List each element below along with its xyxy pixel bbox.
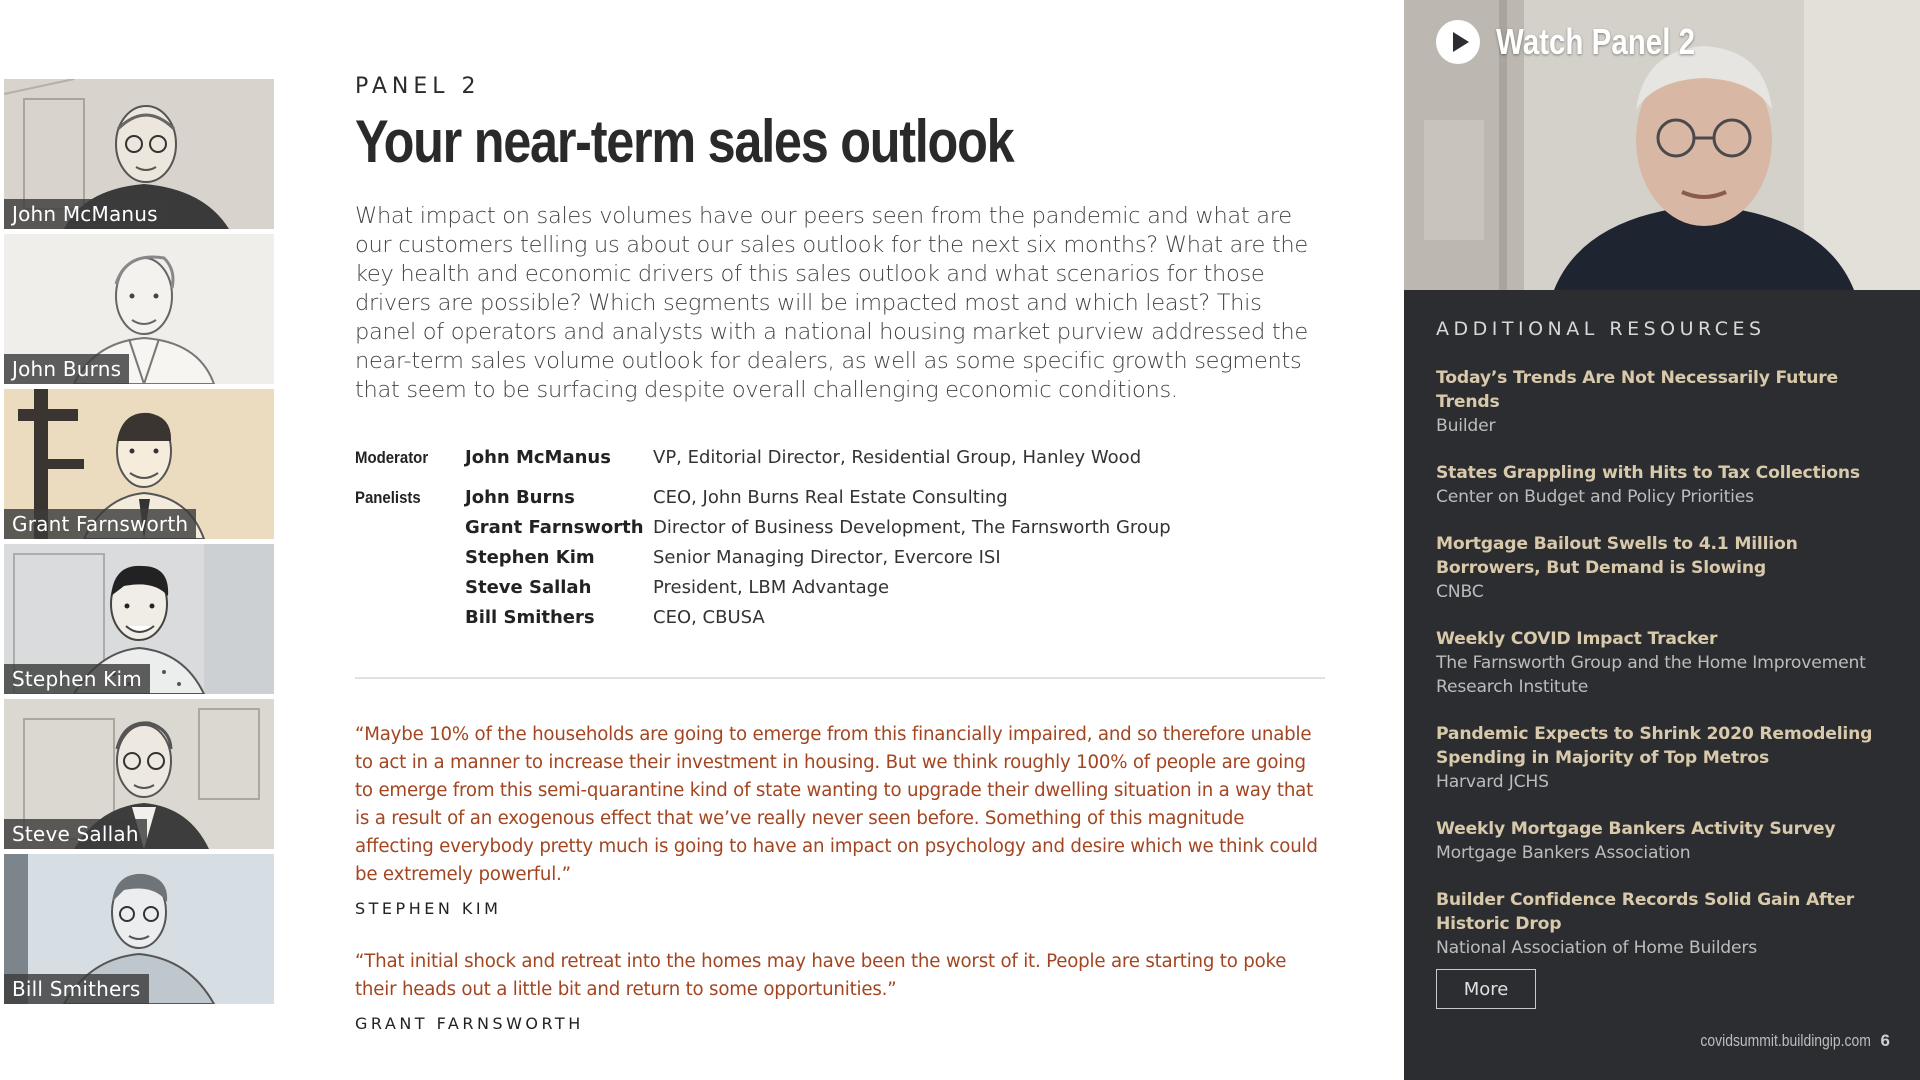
resource-source: CNBC [1436, 582, 1484, 602]
video-thumbnail[interactable] [1404, 0, 1920, 290]
speaker-column [4, 79, 274, 1009]
panel-kicker: PANEL 2 [355, 74, 481, 99]
resource-source: Harvard JCHS [1436, 772, 1549, 792]
panelists-label: Panelists [355, 488, 421, 507]
watch-panel-label[interactable]: Watch Panel 2 [1496, 21, 1696, 62]
participant-name: John McManus [465, 447, 611, 468]
watch-panel-link[interactable] [1436, 20, 1739, 64]
footer-url[interactable]: covidsummit.buildingip.com [1700, 1031, 1871, 1050]
resource-title-link[interactable]: Builder Confidence Records Solid Gain After Historic Drop [1436, 890, 1855, 934]
resource-title-link[interactable]: Mortgage Bailout Swells to 4.1 Million Borrowers, But Demand is Slowing [1436, 534, 1798, 578]
resource-source: Mortgage Bankers Association [1436, 843, 1691, 863]
quote-attribution: STEPHEN KIM [355, 899, 502, 918]
participant-title: VP, Editorial Director, Residential Group, Hanley Wood [653, 447, 1142, 468]
resource-item[interactable] [1436, 366, 1896, 438]
speaker-name: Steve Sallah [4, 819, 147, 849]
page-title: Your near-term sales outlook [355, 108, 1014, 175]
speaker-card-steve-sallah [4, 699, 274, 849]
page-footer [1663, 1031, 1890, 1051]
moderator-label: Moderator [355, 448, 429, 467]
participant-name: Bill Smithers [465, 607, 595, 628]
resource-item[interactable] [1436, 532, 1896, 604]
participant-name: Grant Farnsworth [465, 517, 644, 538]
panelists-group [355, 483, 1325, 633]
speaker-name: John McManus [4, 199, 166, 229]
play-icon[interactable] [1436, 20, 1480, 64]
resource-item[interactable] [1436, 461, 1896, 509]
panelist-row [355, 513, 1325, 543]
page-number: 6 [1880, 1031, 1890, 1050]
participants-list [355, 443, 1325, 633]
resource-source: Builder [1436, 416, 1496, 436]
panelist-row [355, 543, 1325, 573]
resource-title-link[interactable]: Weekly COVID Impact Tracker [1436, 629, 1718, 649]
speaker-card-bill-smithers [4, 854, 274, 1004]
participant-name: Stephen Kim [465, 547, 595, 568]
participant-title: President, LBM Advantage [653, 577, 890, 598]
participant-title: Director of Business Development, The Farnsworth Group [653, 517, 1171, 538]
resource-item[interactable] [1436, 627, 1896, 699]
participant-title: CEO, John Burns Real Estate Consulting [653, 487, 1008, 508]
resources-heading: ADDITIONAL RESOURCES [1436, 318, 1766, 340]
participant-title: Senior Managing Director, Evercore ISI [653, 547, 1001, 568]
speaker-card-john-burns [4, 234, 274, 384]
speaker-name: Stephen Kim [4, 664, 150, 694]
resource-title-link[interactable]: Weekly Mortgage Bankers Activity Survey [1436, 819, 1836, 839]
resource-source: Center on Budget and Policy Priorities [1436, 487, 1754, 507]
resource-title-link[interactable]: Today’s Trends Are Not Necessarily Future Trends [1436, 368, 1838, 412]
more-button[interactable]: More [1436, 969, 1536, 1009]
panelist-row [355, 483, 1325, 513]
participant-name: Steve Sallah [465, 577, 592, 598]
quote-attribution: GRANT FARNSWORTH [355, 1014, 584, 1033]
resources-sidebar [1404, 0, 1920, 1080]
resource-item[interactable] [1436, 888, 1896, 960]
resource-title-link[interactable]: Pandemic Expects to Shrink 2020 Remodeling Spending in Majority of Top Metros [1436, 724, 1873, 768]
participant-title: CEO, CBUSA [653, 607, 765, 628]
participant-name: John Burns [465, 487, 575, 508]
panel-description: What impact on sales volumes have our peers seen from the pandemic and what are our customers telling us about our sales outlook for the next six months? What are the key health and economic drivers of this sales outlook and what scenarios for those drivers are possible? Which segments will be impacted most and which least? This panel of operators and analysts with a national housing market purview addressed the near-term sales volume outlook for dealers, as well as some specific growth segments that seem to be surfacing despite overall challenging economic conditions. [355, 203, 1308, 403]
resource-item[interactable] [1436, 722, 1896, 794]
pull-quote: “Maybe 10% of the households are going to emerge from this financially impaired, and so therefore unable to act in a manner to increase their investment in housing. But we think roughly 100% of people are going to emerge from this semi-quarantine kind of state wanting to upgrade their dwelling situation in a way that is a result of an exogenous effect that we’ve really never seen before. Something of this magnitude affecting everybody pretty much is going to have an impact on psychology and desire which we think could be extremely powerful.” [355, 724, 1318, 885]
main-content [355, 74, 1325, 1033]
resource-source: The Farnsworth Group and the Home Improvement Research Institute [1436, 653, 1866, 697]
speaker-name: John Burns [4, 354, 129, 384]
speaker-card-john-mcmanus [4, 79, 274, 229]
resource-source: National Association of Home Builders [1436, 938, 1758, 958]
panelist-row [355, 573, 1325, 603]
speaker-name: Grant Farnsworth [4, 509, 196, 539]
resources-list [1436, 366, 1896, 983]
resource-title-link[interactable]: States Grappling with Hits to Tax Collections [1436, 463, 1860, 483]
resource-item[interactable] [1436, 817, 1896, 865]
pull-quote: “That initial shock and retreat into the homes may have been the worst of it. People are starting to poke their heads out a little bit and return to some opportunities.” [355, 951, 1287, 1000]
speaker-card-grant-farnsworth [4, 389, 274, 539]
section-divider [355, 677, 1325, 679]
speaker-card-stephen-kim [4, 544, 274, 694]
moderator-row [355, 443, 1325, 473]
speaker-name: Bill Smithers [4, 974, 149, 1004]
panelist-row [355, 603, 1325, 633]
